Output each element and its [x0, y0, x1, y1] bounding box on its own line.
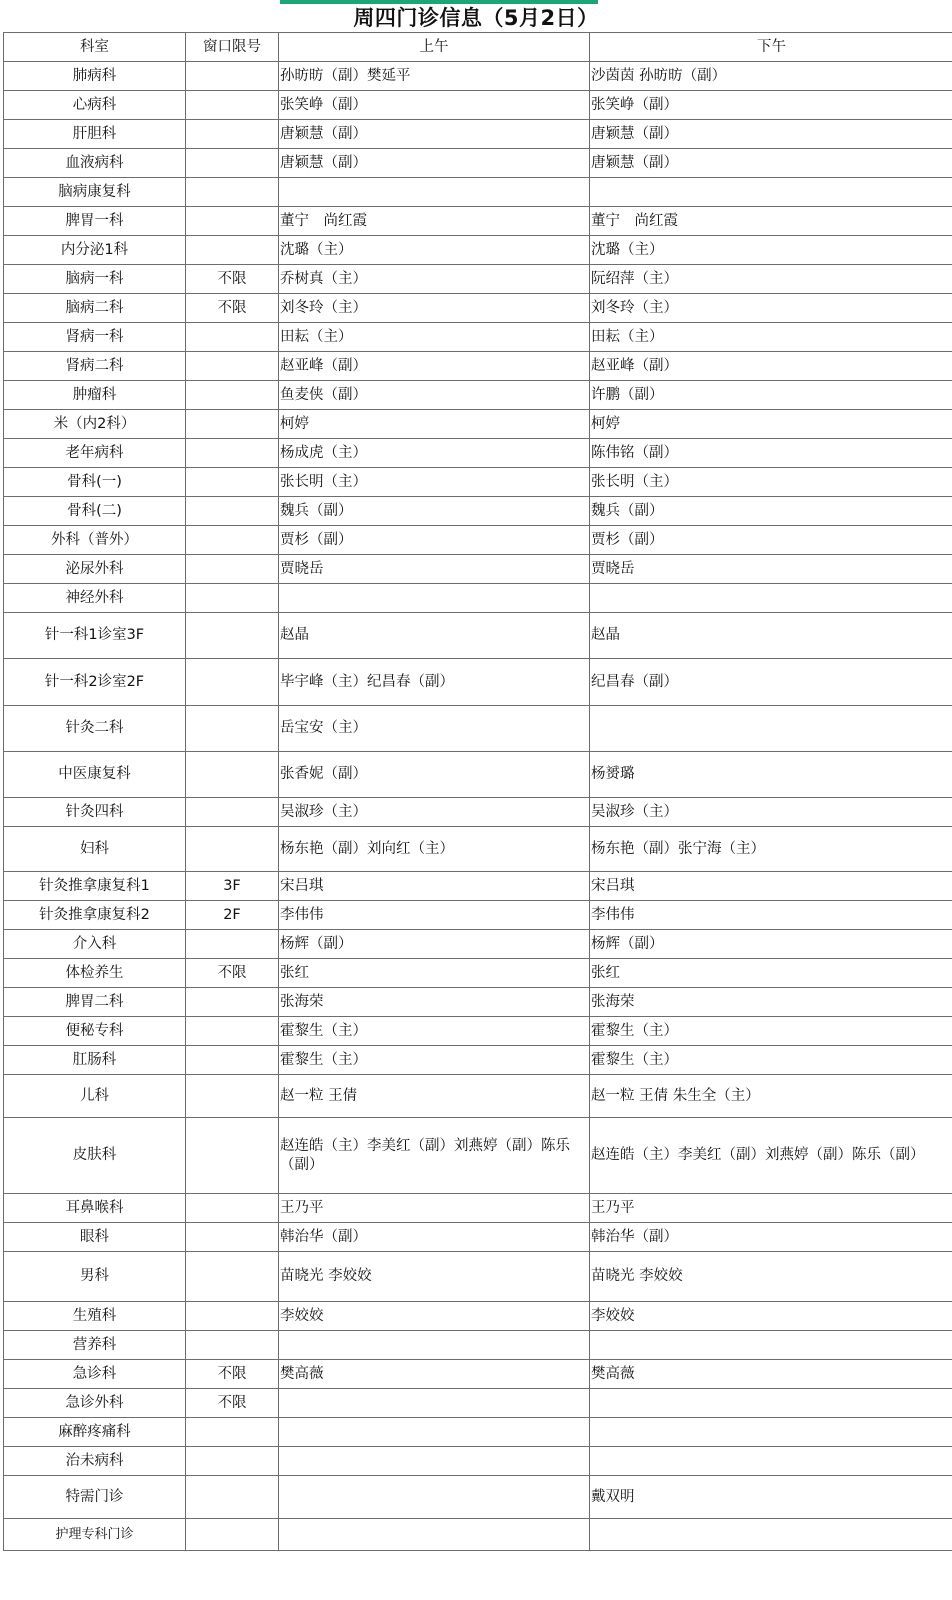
am-cell: 岳宝安（主） — [279, 706, 590, 752]
header-limit: 窗口限号 — [186, 33, 279, 62]
dept-cell: 肝胆科 — [4, 120, 186, 149]
header-am: 上午 — [279, 33, 590, 62]
limit-cell: 2F — [186, 901, 279, 930]
pm-cell: 宋吕琪 — [590, 872, 952, 901]
am-cell: 贾晓岳 — [279, 555, 590, 584]
am-cell: 唐颖慧（副） — [279, 149, 590, 178]
dept-cell: 急诊科 — [4, 1360, 186, 1389]
table-row — [4, 1331, 952, 1360]
dept-cell: 肺病科 — [4, 62, 186, 91]
pm-cell: 樊高薇 — [590, 1360, 952, 1389]
table-row — [4, 930, 952, 959]
dept-cell: 脑病二科 — [4, 294, 186, 323]
limit-cell — [186, 798, 279, 827]
limit-cell — [186, 497, 279, 526]
header-dept: 科室 — [4, 33, 186, 62]
dept-cell: 脑病一科 — [4, 265, 186, 294]
table-row — [4, 1252, 952, 1302]
limit-cell — [186, 526, 279, 555]
table-row — [4, 988, 952, 1017]
am-cell: 王乃平 — [279, 1194, 590, 1223]
table-row — [4, 1046, 952, 1075]
pm-cell: 赵晶 — [590, 613, 952, 659]
dept-cell: 特需门诊 — [4, 1476, 186, 1519]
limit-cell — [186, 62, 279, 91]
dept-cell: 针灸推拿康复科1 — [4, 872, 186, 901]
table-row — [4, 1194, 952, 1223]
limit-cell: 不限 — [186, 294, 279, 323]
am-cell: 董宁 尚红霞 — [279, 207, 590, 236]
limit-cell — [186, 752, 279, 798]
am-cell: 霍黎生（主） — [279, 1017, 590, 1046]
dept-cell: 眼科 — [4, 1223, 186, 1252]
limit-cell — [186, 1252, 279, 1302]
dept-cell: 治未病科 — [4, 1447, 186, 1476]
dept-cell: 肾病一科 — [4, 323, 186, 352]
am-cell: 鱼麦侠（副） — [279, 381, 590, 410]
pm-cell: 赵亚峰（副） — [590, 352, 952, 381]
table-row — [4, 1223, 952, 1252]
table-body — [4, 62, 952, 1551]
clinic-schedule-table — [3, 32, 952, 1551]
dept-cell: 肾病二科 — [4, 352, 186, 381]
pm-cell — [590, 1418, 952, 1447]
am-cell: 毕宇峰（主）纪昌春（副） — [279, 659, 590, 706]
table-row — [4, 323, 952, 352]
page-title: 周四门诊信息（5月2日） — [353, 6, 599, 30]
pm-cell: 田耘（主） — [590, 323, 952, 352]
table-row — [4, 959, 952, 988]
pm-cell: 阮绍萍（主） — [590, 265, 952, 294]
am-cell: 柯婷 — [279, 410, 590, 439]
pm-cell: 韩治华（副） — [590, 1223, 952, 1252]
dept-cell: 男科 — [4, 1252, 186, 1302]
header-pm: 下午 — [590, 33, 952, 62]
pm-cell: 柯婷 — [590, 410, 952, 439]
limit-cell — [186, 1447, 279, 1476]
dept-cell: 耳鼻喉科 — [4, 1194, 186, 1223]
limit-cell — [186, 1118, 279, 1194]
pm-cell: 张笑峥（副） — [590, 91, 952, 120]
table-row — [4, 91, 952, 120]
dept-cell: 针灸二科 — [4, 706, 186, 752]
table-row — [4, 468, 952, 497]
pm-cell — [590, 1331, 952, 1360]
limit-cell — [186, 584, 279, 613]
am-cell: 李姣姣 — [279, 1302, 590, 1331]
table-row — [4, 207, 952, 236]
limit-cell — [186, 1519, 279, 1551]
dept-cell: 针灸四科 — [4, 798, 186, 827]
am-cell: 宋吕琪 — [279, 872, 590, 901]
table-row — [4, 381, 952, 410]
limit-cell: 不限 — [186, 1389, 279, 1418]
pm-cell: 霍黎生（主） — [590, 1017, 952, 1046]
dept-cell: 麻醉疼痛科 — [4, 1418, 186, 1447]
table-row — [4, 1017, 952, 1046]
table-row — [4, 410, 952, 439]
am-cell: 苗晓光 李姣姣 — [279, 1252, 590, 1302]
limit-cell — [186, 827, 279, 872]
pm-cell: 赵连皓（主）李美红（副）刘燕婷（副）陈乐（副） — [590, 1118, 952, 1194]
pm-cell — [590, 1519, 952, 1551]
pm-cell: 李姣姣 — [590, 1302, 952, 1331]
table-row — [4, 827, 952, 872]
pm-cell: 唐颖慧（副） — [590, 149, 952, 178]
table-row — [4, 613, 952, 659]
limit-cell — [186, 1075, 279, 1118]
am-cell — [279, 1418, 590, 1447]
pm-cell: 唐颖慧（副） — [590, 120, 952, 149]
am-cell — [279, 1389, 590, 1418]
pm-cell: 沙茵茵 孙昉昉（副） — [590, 62, 952, 91]
table-row — [4, 1476, 952, 1519]
table-row — [4, 1447, 952, 1476]
pm-cell: 李伟伟 — [590, 901, 952, 930]
am-cell: 唐颖慧（副） — [279, 120, 590, 149]
pm-cell: 张海荣 — [590, 988, 952, 1017]
limit-cell — [186, 1017, 279, 1046]
dept-cell: 针灸推拿康复科2 — [4, 901, 186, 930]
pm-cell: 赵一粒 王倩 朱生全（主） — [590, 1075, 952, 1118]
table-row — [4, 659, 952, 706]
dept-cell: 肿瘤科 — [4, 381, 186, 410]
table-row — [4, 352, 952, 381]
table-row — [4, 149, 952, 178]
pm-cell: 沈璐（主） — [590, 236, 952, 265]
dept-cell: 脑病康复科 — [4, 178, 186, 207]
pm-cell: 贾晓岳 — [590, 555, 952, 584]
pm-cell: 杨赟璐 — [590, 752, 952, 798]
pm-cell: 许鹏（副） — [590, 381, 952, 410]
table-row — [4, 1360, 952, 1389]
limit-cell — [186, 930, 279, 959]
am-cell: 杨成虎（主） — [279, 439, 590, 468]
limit-cell: 不限 — [186, 1360, 279, 1389]
limit-cell — [186, 91, 279, 120]
am-cell: 张长明（主） — [279, 468, 590, 497]
table-row — [4, 1519, 952, 1551]
dept-cell: 皮肤科 — [4, 1118, 186, 1194]
pm-cell: 吴淑珍（主） — [590, 798, 952, 827]
table-row — [4, 706, 952, 752]
limit-cell — [186, 381, 279, 410]
limit-cell — [186, 1418, 279, 1447]
am-cell: 田耘（主） — [279, 323, 590, 352]
am-cell — [279, 1331, 590, 1360]
limit-cell — [186, 1476, 279, 1519]
limit-cell — [186, 555, 279, 584]
am-cell: 张笑峥（副） — [279, 91, 590, 120]
dept-cell: 急诊外科 — [4, 1389, 186, 1418]
table-row — [4, 62, 952, 91]
pm-cell: 杨辉（副） — [590, 930, 952, 959]
am-cell — [279, 1476, 590, 1519]
limit-cell: 不限 — [186, 265, 279, 294]
pm-cell: 霍黎生（主） — [590, 1046, 952, 1075]
am-cell — [279, 584, 590, 613]
table-header-row — [4, 33, 952, 62]
table-row — [4, 1389, 952, 1418]
dept-cell: 脾胃二科 — [4, 988, 186, 1017]
dept-cell: 妇科 — [4, 827, 186, 872]
am-cell: 李伟伟 — [279, 901, 590, 930]
pm-cell: 王乃平 — [590, 1194, 952, 1223]
am-cell — [279, 178, 590, 207]
am-cell: 赵一粒 王倩 — [279, 1075, 590, 1118]
limit-cell — [186, 120, 279, 149]
pm-cell: 张红 — [590, 959, 952, 988]
am-cell: 樊高薇 — [279, 1360, 590, 1389]
dept-cell: 骨科(一) — [4, 468, 186, 497]
table-row — [4, 1075, 952, 1118]
table-row — [4, 439, 952, 468]
pm-cell: 魏兵（副） — [590, 497, 952, 526]
table-row — [4, 1302, 952, 1331]
am-cell: 贾杉（副） — [279, 526, 590, 555]
limit-cell — [186, 988, 279, 1017]
dept-cell: 针一科1诊室3F — [4, 613, 186, 659]
dept-cell: 便秘专科 — [4, 1017, 186, 1046]
pm-cell: 张长明（主） — [590, 468, 952, 497]
dept-cell: 营养科 — [4, 1331, 186, 1360]
table-row — [4, 497, 952, 526]
pm-cell — [590, 178, 952, 207]
table-row — [4, 178, 952, 207]
am-cell: 乔树真（主） — [279, 265, 590, 294]
table-row — [4, 901, 952, 930]
dept-cell: 心病科 — [4, 91, 186, 120]
limit-cell — [186, 1194, 279, 1223]
am-cell: 吴淑珍（主） — [279, 798, 590, 827]
pm-cell: 陈伟铭（副） — [590, 439, 952, 468]
pm-cell: 刘冬玲（主） — [590, 294, 952, 323]
table-row — [4, 584, 952, 613]
am-cell: 赵亚峰（副） — [279, 352, 590, 381]
limit-cell — [186, 1331, 279, 1360]
am-cell: 杨东艳（副）刘向红（主） — [279, 827, 590, 872]
limit-cell — [186, 410, 279, 439]
limit-cell — [186, 659, 279, 706]
pm-cell: 贾杉（副） — [590, 526, 952, 555]
limit-cell — [186, 1302, 279, 1331]
table-row — [4, 526, 952, 555]
dept-cell: 生殖科 — [4, 1302, 186, 1331]
dept-cell: 泌尿外科 — [4, 555, 186, 584]
limit-cell — [186, 613, 279, 659]
pm-cell: 纪昌春（副） — [590, 659, 952, 706]
limit-cell — [186, 352, 279, 381]
am-cell: 魏兵（副） — [279, 497, 590, 526]
am-cell — [279, 1447, 590, 1476]
am-cell: 张香妮（副） — [279, 752, 590, 798]
dept-cell: 血液病科 — [4, 149, 186, 178]
dept-cell: 骨科(二) — [4, 497, 186, 526]
limit-cell — [186, 1223, 279, 1252]
pm-cell — [590, 1389, 952, 1418]
pm-cell — [590, 1447, 952, 1476]
dept-cell: 体检养生 — [4, 959, 186, 988]
limit-cell — [186, 706, 279, 752]
am-cell: 赵连皓（主）李美红（副）刘燕婷（副）陈乐（副） — [279, 1118, 590, 1194]
table-row — [4, 120, 952, 149]
am-cell: 杨辉（副） — [279, 930, 590, 959]
table-row — [4, 1118, 952, 1194]
table-row — [4, 294, 952, 323]
pm-cell: 苗晓光 李姣姣 — [590, 1252, 952, 1302]
dept-cell: 针一科2诊室2F — [4, 659, 186, 706]
dept-cell: 儿科 — [4, 1075, 186, 1118]
limit-cell — [186, 207, 279, 236]
limit-cell — [186, 439, 279, 468]
limit-cell — [186, 236, 279, 265]
dept-cell: 米（内2科） — [4, 410, 186, 439]
am-cell: 沈璐（主） — [279, 236, 590, 265]
limit-cell — [186, 468, 279, 497]
pm-cell: 戴双明 — [590, 1476, 952, 1519]
table-row — [4, 798, 952, 827]
table-row — [4, 1418, 952, 1447]
pm-cell: 杨东艳（副）张宁海（主） — [590, 827, 952, 872]
dept-cell: 肛肠科 — [4, 1046, 186, 1075]
dept-cell: 脾胃一科 — [4, 207, 186, 236]
dept-cell: 内分泌1科 — [4, 236, 186, 265]
pm-cell: 董宁 尚红霞 — [590, 207, 952, 236]
am-cell: 刘冬玲（主） — [279, 294, 590, 323]
am-cell: 赵晶 — [279, 613, 590, 659]
limit-cell — [186, 178, 279, 207]
limit-cell: 不限 — [186, 959, 279, 988]
dept-cell: 护理专科门诊 — [4, 1519, 186, 1551]
am-cell — [279, 1519, 590, 1551]
limit-cell — [186, 1046, 279, 1075]
table-row — [4, 236, 952, 265]
dept-cell: 神经外科 — [4, 584, 186, 613]
table-row — [4, 265, 952, 294]
dept-cell: 介入科 — [4, 930, 186, 959]
dept-cell: 中医康复科 — [4, 752, 186, 798]
pm-cell — [590, 584, 952, 613]
am-cell: 韩治华（副） — [279, 1223, 590, 1252]
limit-cell: 3F — [186, 872, 279, 901]
am-cell: 张海荣 — [279, 988, 590, 1017]
am-cell: 霍黎生（主） — [279, 1046, 590, 1075]
table-row — [4, 555, 952, 584]
pm-cell — [590, 706, 952, 752]
am-cell: 张红 — [279, 959, 590, 988]
table-row — [4, 752, 952, 798]
limit-cell — [186, 149, 279, 178]
table-row — [4, 872, 952, 901]
limit-cell — [186, 323, 279, 352]
dept-cell: 老年病科 — [4, 439, 186, 468]
am-cell: 孙昉昉（副）樊延平 — [279, 62, 590, 91]
dept-cell: 外科（普外） — [4, 526, 186, 555]
